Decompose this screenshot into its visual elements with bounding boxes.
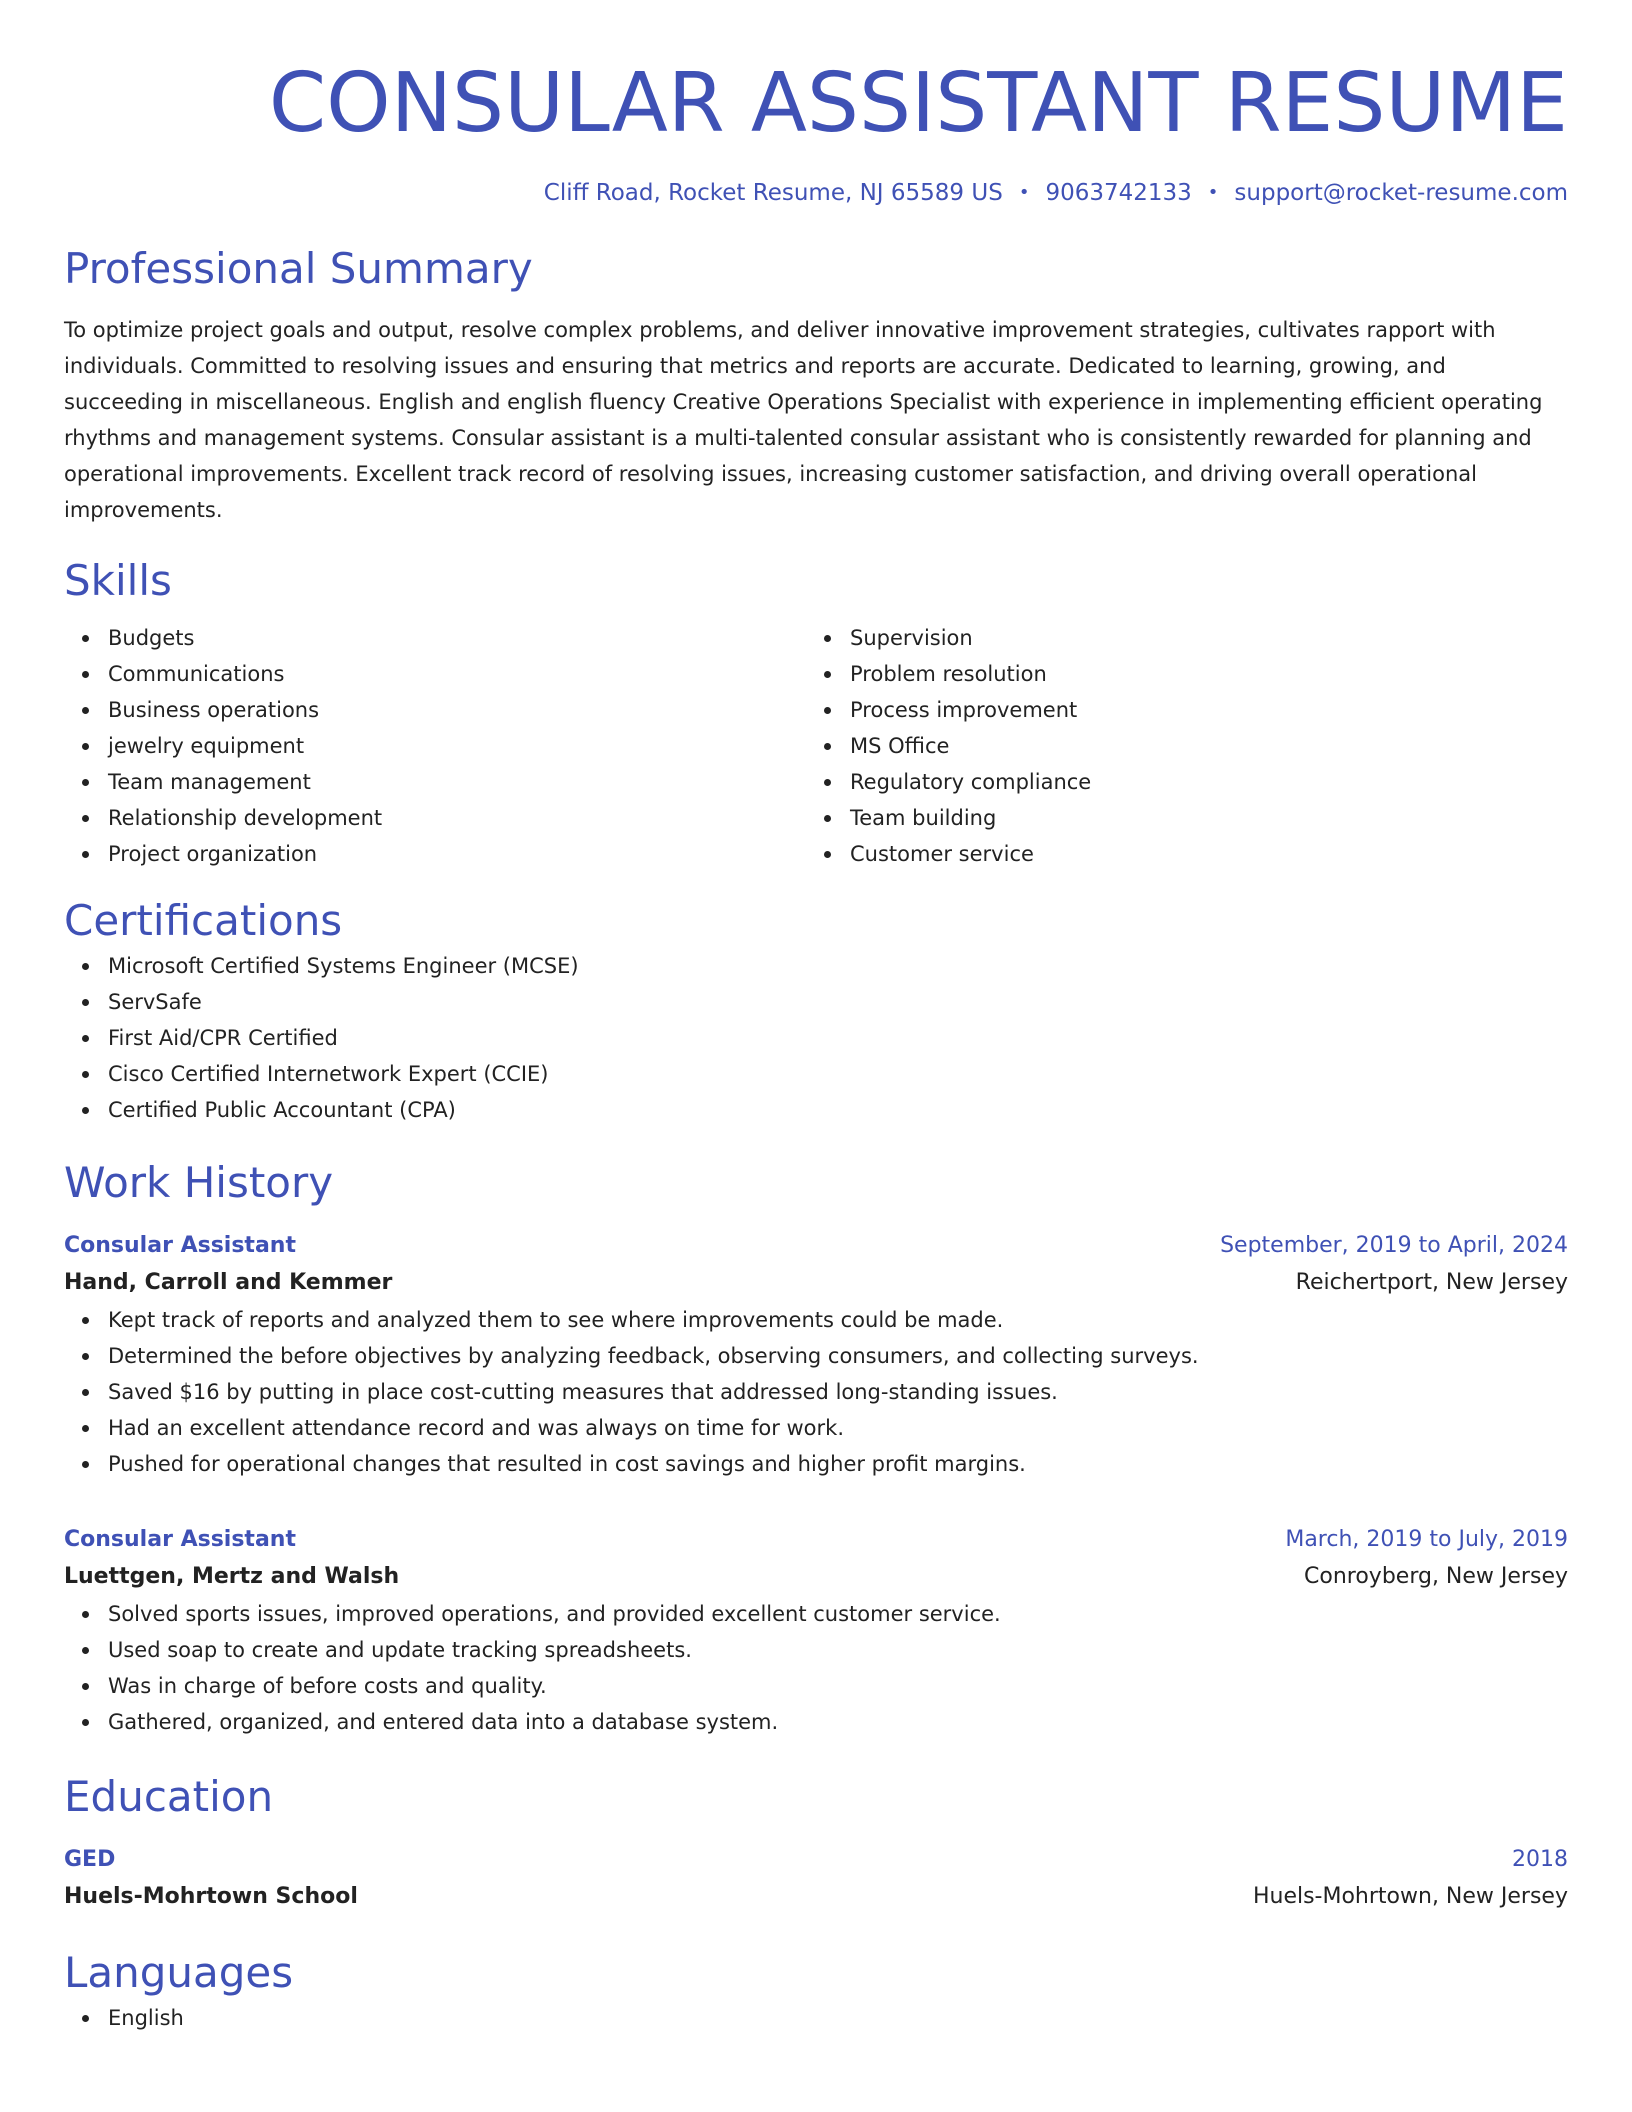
job-bullet: Used soap to create and update tracking spreadsheets. [108,1632,1568,1668]
skills-heading: Skills [64,556,172,605]
languages-list [64,2000,1568,2036]
job-location: Reichertport, New Jersey [1295,1270,1568,1295]
certification-item: Microsoft Certified Systems Engineer (MCSE) [108,948,1568,984]
job-company: Luettgen, Mertz and Walsh [64,1564,400,1589]
job-bullet: Pushed for operational changes that resulted in cost savings and higher profit margins. [108,1446,1568,1482]
certification-item: Certified Public Accountant (CPA) [108,1092,1568,1128]
education-school-row [64,1878,1568,1916]
skill-item: Communications [108,656,806,692]
job-entry [64,1522,1568,1740]
skill-item: Team management [108,764,806,800]
contact-address: Cliff Road, Rocket Resume, NJ 65589 US [543,180,1003,206]
work-history-heading: Work History [64,1158,334,1207]
education-degree: GED [64,1847,116,1872]
resume-title: CONSULAR ASSISTANT RESUME [268,56,1568,151]
education-school: Huels-Mohrtown School [64,1884,358,1909]
skill-item: Team building [850,800,1548,836]
job-dates: March, 2019 to July, 2019 [1285,1527,1568,1552]
job-bullets [64,1302,1568,1482]
skill-item: Business operations [108,692,806,728]
job-role: Consular Assistant [64,1233,296,1258]
skills-grid [64,620,1568,872]
job-role: Consular Assistant [64,1527,296,1552]
education-entry [64,1842,1568,1916]
education-heading: Education [64,1772,274,1821]
job-bullet: Saved $16 by putting in place cost-cutting measures that addressed long-standing issues. [108,1374,1568,1410]
skill-item: Problem resolution [850,656,1548,692]
job-bullet: Gathered, organized, and entered data into a database system. [108,1704,1568,1740]
job-header-row [64,1522,1568,1558]
skill-item: Regulatory compliance [850,764,1548,800]
certifications-list [64,948,1568,1128]
contact-line [64,178,1568,208]
skill-item: MS Office [850,728,1548,764]
skill-item: Project organization [108,836,806,872]
skills-list-right [806,620,1548,872]
job-company-row [64,1264,1568,1302]
certification-item: First Aid/CPR Certified [108,1020,1568,1056]
skill-item: Relationship development [108,800,806,836]
skill-item: Budgets [108,620,806,656]
education-header-row [64,1842,1568,1878]
summary-heading: Professional Summary [64,244,533,293]
skill-item: jewelry equipment [108,728,806,764]
certification-item: ServSafe [108,984,1568,1020]
job-bullet: Solved sports issues, improved operations, and provided excellent customer service. [108,1596,1568,1632]
skills-column-right [806,620,1548,872]
job-company-row [64,1558,1568,1596]
skills-list-left [64,620,806,872]
language-item: English [108,2000,1568,2036]
certifications-heading: Certifications [64,896,343,945]
certification-item: Cisco Certified Internetwork Expert (CCIE) [108,1056,1568,1092]
contact-separator: • [1207,182,1219,203]
languages-heading: Languages [64,1948,294,1997]
education-year: 2018 [1512,1847,1568,1872]
job-bullet: Kept track of reports and analyzed them to see where improvements could be made. [108,1302,1568,1338]
job-company: Hand, Carroll and Kemmer [64,1270,393,1295]
summary-text: To optimize project goals and output, resolve complex problems, and deliver innovative improvement strategies, cultivates rapport with individuals. Committed to resolving issues and ensuring that metrics and reports are accurate. Dedicated to learning, growing, and succeeding in miscellaneous. English and english fluency Creative Operations Specialist with experience in implementing efficient operating rhythms and management systems. Consular assistant is a multi-talented consular assistant who is consistently rewarded for planning and operational improvements. Excellent track record of resolving issues, increasing customer satisfaction, and driving overall operational improvements. [64,318,1543,522]
contact-phone: 9063742133 [1045,180,1192,206]
contact-separator: • [1018,182,1030,203]
job-bullet: Had an excellent attendance record and was always on time for work. [108,1410,1568,1446]
job-header-row [64,1228,1568,1264]
job-entry [64,1228,1568,1482]
job-location: Conroyberg, New Jersey [1304,1564,1568,1589]
contact-email: support@rocket-resume.com [1234,180,1568,206]
skill-item: Process improvement [850,692,1548,728]
job-dates: September, 2019 to April, 2024 [1220,1233,1568,1258]
job-bullets [64,1596,1568,1740]
job-bullet: Was in charge of before costs and quality. [108,1668,1568,1704]
skills-column-left [64,620,806,872]
education-location: Huels-Mohrtown, New Jersey [1252,1884,1568,1909]
resume-header [64,52,1568,208]
job-bullet: Determined the before objectives by analyzing feedback, observing consumers, and collecting surveys. [108,1338,1568,1374]
skill-item: Supervision [850,620,1548,656]
skill-item: Customer service [850,836,1548,872]
